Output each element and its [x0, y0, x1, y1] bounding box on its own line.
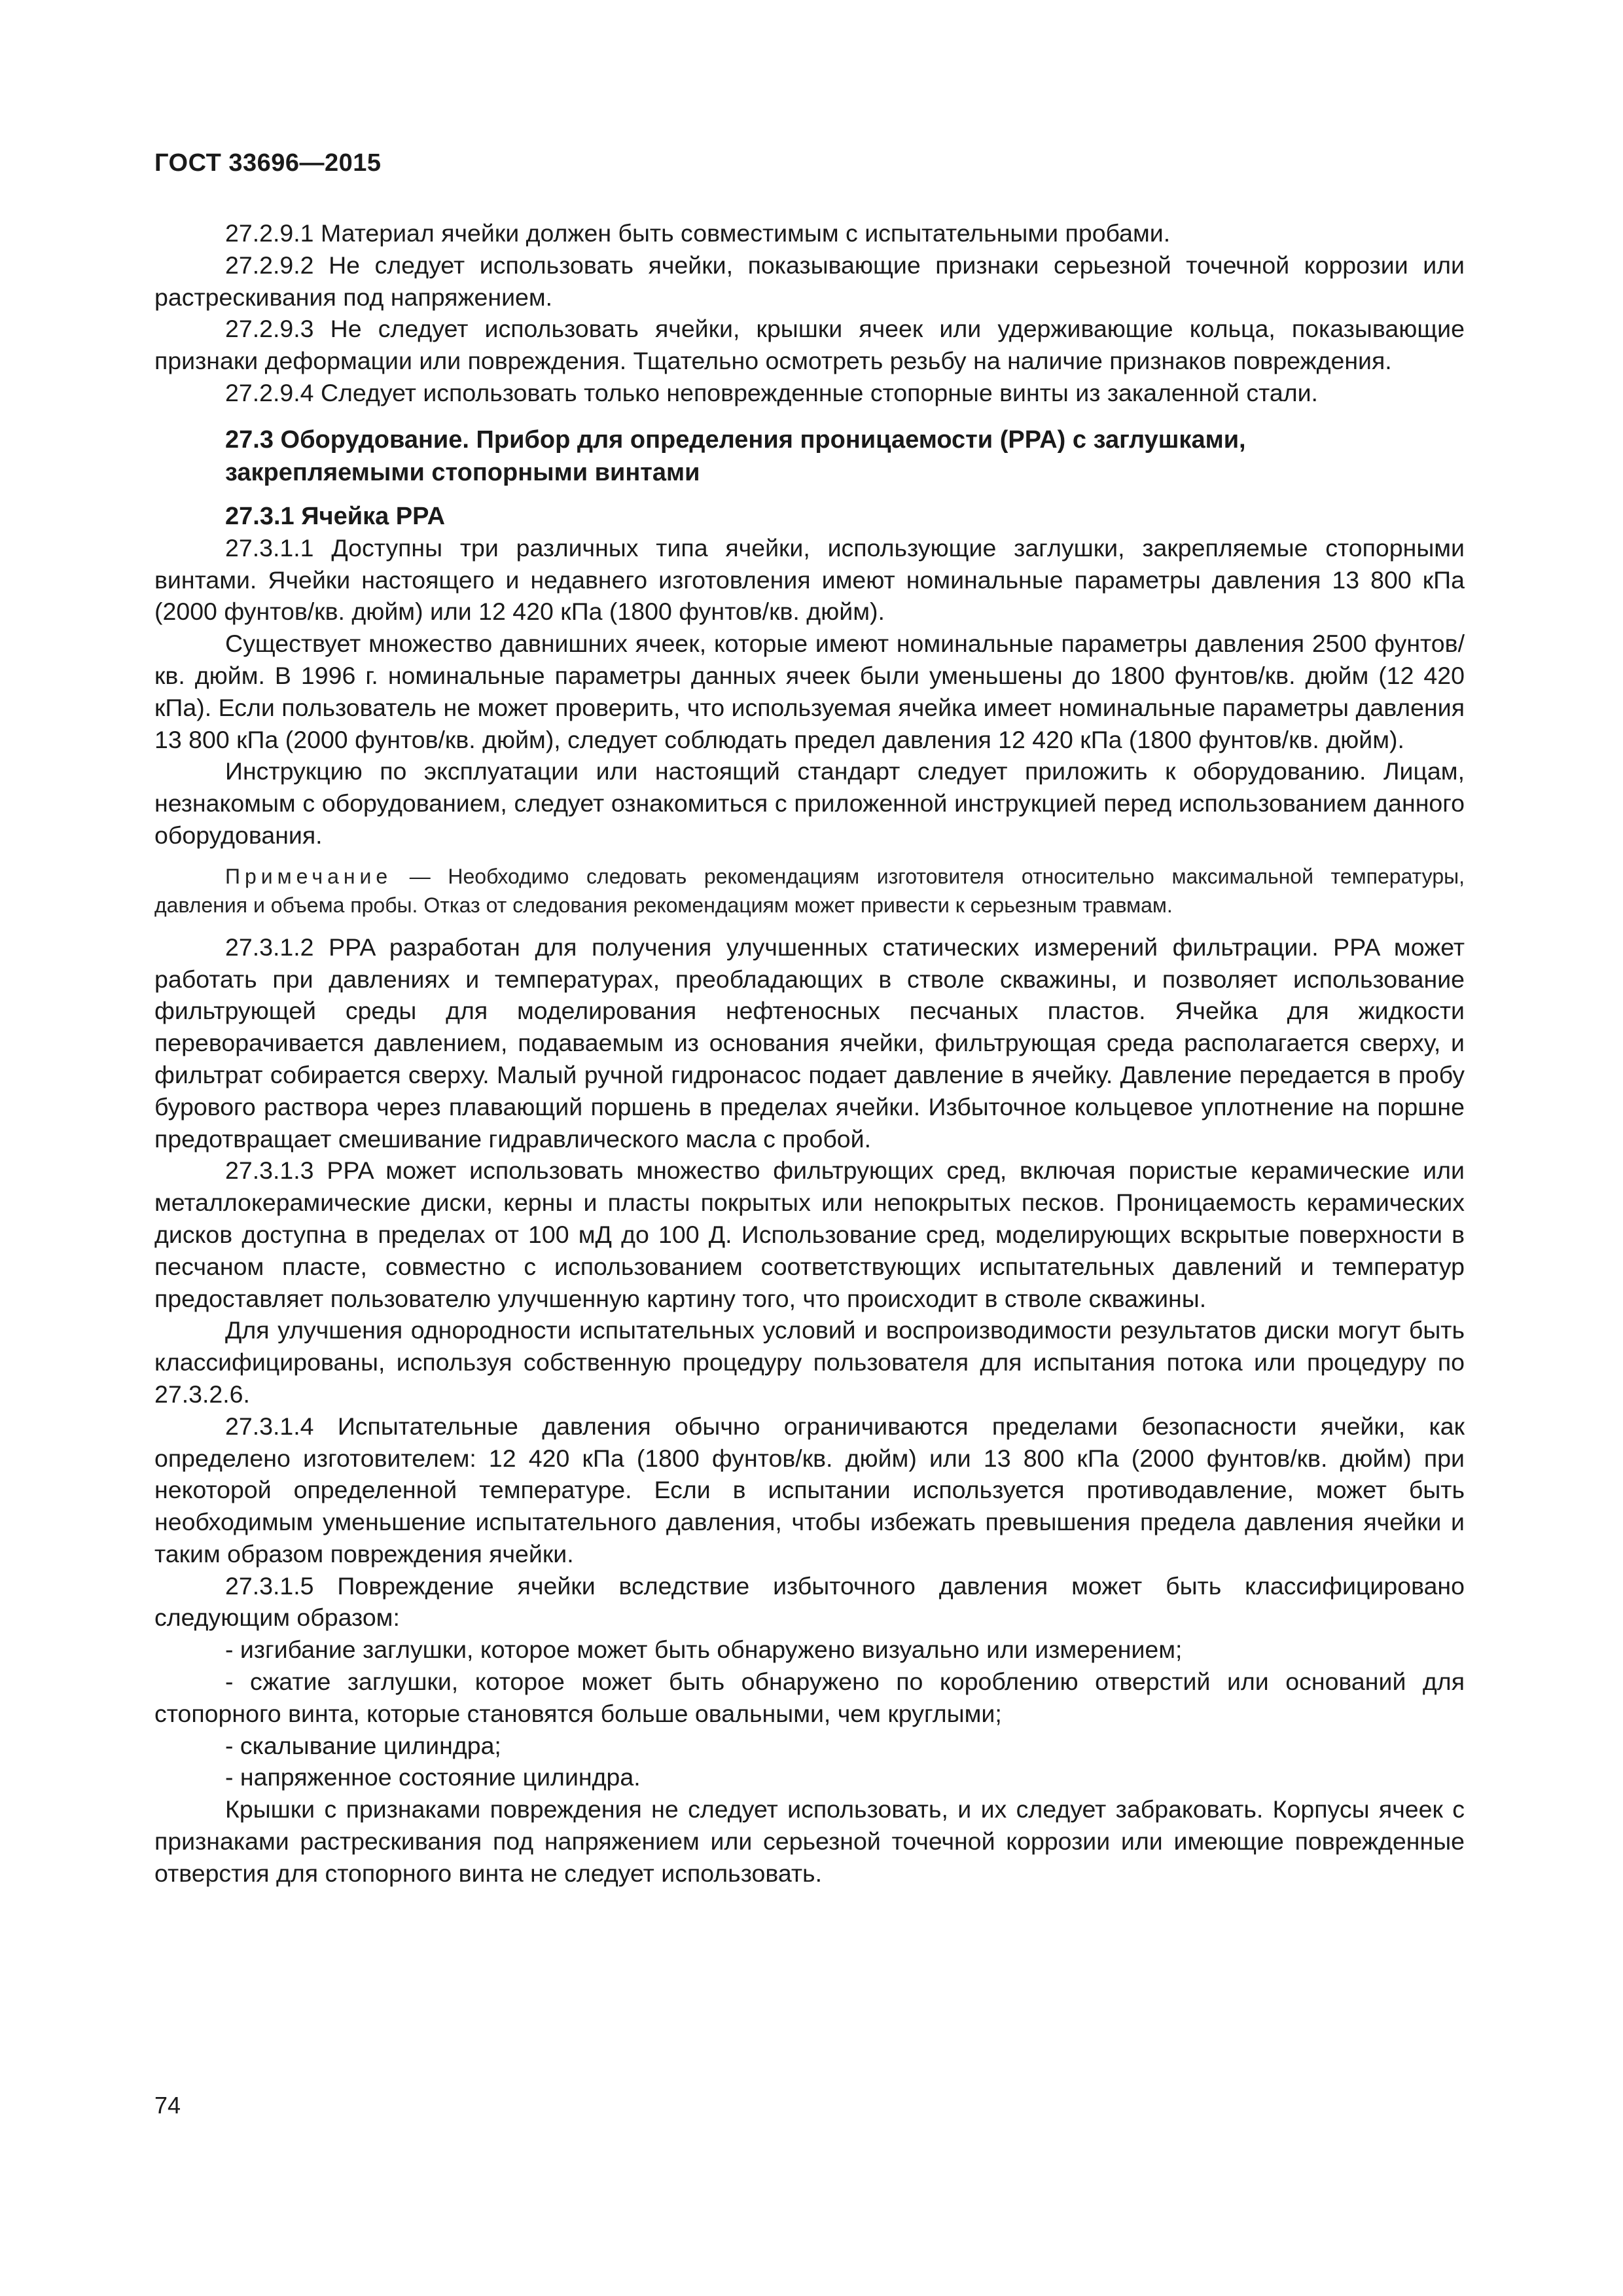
paragraph-27-3-1-4: 27.3.1.4 Испытательные давления обычно ограничиваются пределами безопасности ячейки, как определено изготовителем: 12 420 кПа (1800 фунтов/кв. дюйм) или 13 800 кПа (2000 фунтов/кв. дюйм) при некоторой определенной температуре. Если в испытании используется противодавление, может быть необходимым уменьшение испытательного давления, чтобы избежать превышения предела давления ячейки и таким образом повреждения ячейки.: [154, 1412, 1465, 1568]
paragraph-27-2-9-3: 27.2.9.3 Не следует использовать ячейки, крышки ячеек или удерживающие кольца, показывающие признаки деформации или повреждения. Тщательно осмотреть резьбу на наличие признаков повреждения.: [154, 315, 1465, 375]
list-item-shearing: - скалывание цилиндра;: [225, 1731, 501, 1759]
note-text: — Необходимо следовать рекомендациям изготовителя относительно максимальной температуры, давления и объема пробы. Отказ от следования рекомендациям может привести к серьезным травмам.: [154, 864, 1465, 917]
paragraph-27-3-1-5: 27.3.1.5 Повреждение ячейки вследствие избыточного давления может быть классифицировано следующим образом:: [154, 1571, 1465, 1632]
list-item-bending: - изгибание заглушки, которое может быть обнаружено визуально или измерением;: [225, 1636, 1183, 1664]
paragraph-old-cells: Существует множество давнишних ячеек, которые имеют номинальные параметры давления 2500 фунтов/кв. дюйм. В 1996 г. номинальные параметры данных ячеек были уменьшены до 1800 фунтов/кв. дюйм (12 420 кПа). Если пользователь не может проверить, что используемая ячейка имеет номинальные параметры давления 13 800 кПа (2000 фунтов/кв. дюйм), следует соблюдать предел давления 12 420 кПа (1800 фунтов/кв. дюйм).: [154, 630, 1465, 753]
paragraph-instructions: Инструкцию по эксплуатации или настоящий стандарт следует приложить к оборудованию. Лицам, незнакомым с оборудованием, следует ознакомиться с приложенной инструкцией перед использованием данного оборудования.: [154, 757, 1465, 849]
paragraph-27-2-9-4: 27.2.9.4 Следует использовать только неповрежденные стопорные винты из закаленной стали.: [225, 378, 1318, 406]
paragraph-27-3-1-1: 27.3.1.1 Доступны три различных типа ячейки, использующие заглушки, закрепляемые стопорными винтами. Ячейки настоящего и недавнего изготовления имеют номинальные параметры давления 13 800 кПа (2000 фунтов/кв. дюйм) или 12 420 кПа (1800 фунтов/кв. дюйм).: [154, 533, 1465, 626]
paragraph-rejection: Крышки с признаками повреждения не следует использовать, и их следует забраковать. Корпусы ячеек с признаками растрескивания под напряжением или серьезной точечной коррозии или имеющие поврежденные отверстия для стопорного винта не следует использовать.: [154, 1795, 1465, 1887]
paragraph-27-2-9-2: 27.2.9.2 Не следует использовать ячейки, показывающие признаки серьезной точечной коррозии или растрескивания под напряжением.: [154, 251, 1465, 311]
document-header: ГОСТ 33696—2015: [154, 149, 382, 177]
subsection-heading-27-3-1: 27.3.1 Ячейка PPA: [225, 502, 446, 530]
paragraph-27-2-9-1: 27.2.9.1 Материал ячейки должен быть совместимым с испытательными пробами.: [225, 219, 1171, 247]
list-item-compression: - сжатие заглушки, которое может быть обнаружено по короблению отверстий или оснований для стопорного винта, которые становятся больше овальными, чем круглыми;: [154, 1668, 1465, 1727]
note: [154, 862, 1465, 920]
section-heading-line-2: закрепляемыми стопорными винтами: [225, 458, 700, 486]
paragraph-uniformity: Для улучшения однородности испытательных условий и воспроизводимости результатов диски могут быть классифицированы, используя собственную процедуру пользователя для испытания потока или процедуру по 27.3.2.6.: [154, 1316, 1465, 1408]
paragraph-27-3-1-2: 27.3.1.2 PPA разработан для получения улучшенных статических измерений фильтрации. PPA может работать при давлениях и температурах, преобладающих в стволе скважины, и позволяет использование фильтрующей среды для моделирования нефтеносных песчаных пластов. Ячейка для жидкости переворачивается давлением, подаваемым из основания ячейки, фильтрующая среда располагается сверху, и фильтрат собирается сверху. Малый ручной гидронасос подает давление в ячейку. Давление передается в пробу бурового раствора через плавающий поршень в пределах ячейки. Избыточное кольцевое уплотнение на поршне предотвращает смешивание гидравлического масла с пробой.: [154, 933, 1465, 1153]
document-body: [154, 217, 1465, 1890]
section-heading-27-3: [154, 423, 1465, 489]
paragraph-27-3-1-3: 27.3.1.3 PPA может использовать множество фильтрующих сред, включая пористые керамические или металлокерамические диски, керны и пласты покрытых или непокрытых песков. Проницаемость керамических дисков доступна в пределах от 100 мД до 100 Д. Использование сред, моделирующих вскрытые поверхности в песчаном пласте, совместно с использованием соответствующих испытательных давлений и температур предоставляет пользователю улучшенную картину того, что происходит в стволе скважины.: [154, 1157, 1465, 1312]
page-number: 74: [154, 2092, 181, 2119]
note-label: Примечание: [225, 864, 393, 888]
section-heading-line-1: 27.3 Оборудование. Прибор для определения проницаемости (PPA) с заглушками,: [225, 425, 1246, 454]
list-item-stress: - напряженное состояние цилиндра.: [225, 1763, 641, 1791]
